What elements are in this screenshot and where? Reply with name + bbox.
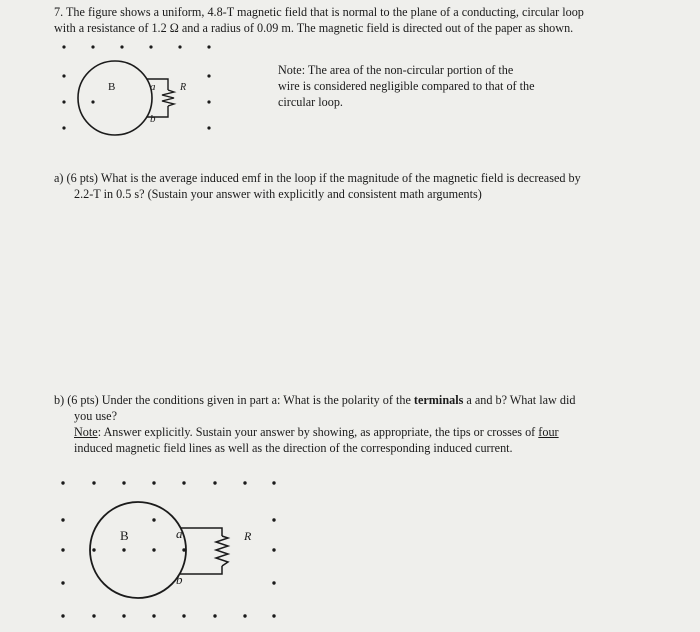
field-label: B (120, 528, 129, 543)
part-b-line-1-post: a and b? What law did (463, 393, 576, 407)
terminal-b-label: b (176, 572, 183, 587)
part-a-line-2: 2.2-T in 0.5 s? (Sustain your answer with explicitly and consistent math arguments) (74, 187, 482, 201)
note-line-3: circular loop. (278, 95, 343, 109)
part-b-terminals-word: terminals (413, 393, 464, 407)
field-label: B (108, 81, 116, 93)
note-line-2: wire is considered negligible compared to that of the (278, 79, 535, 93)
field-dots (61, 481, 275, 617)
part-b-line-3 (74, 424, 559, 440)
terminal-a-label: a (150, 81, 156, 93)
field-dots (62, 45, 210, 129)
resistor-zigzag (162, 90, 174, 106)
part-b-four-word: four (538, 425, 559, 439)
note-line-1: Note: The area of the non-circular portion of the (278, 63, 514, 77)
part-a-line-1: a) (6 pts) What is the average induced emf in the loop if the magnitude of the magnetic field is decreased by (54, 171, 581, 185)
terminal-a-label: a (176, 526, 183, 541)
part-b-line-1 (54, 392, 575, 408)
resistor-label: R (180, 82, 187, 93)
conducting-loop (78, 61, 152, 135)
problem-line-1: 7. The figure shows a uniform, 4.8-T magnetic field that is normal to the plane of a conducting, circular loop (54, 5, 584, 19)
problem-line-2: with a resistance of 1.2 Ω and a radius of 0.09 m. The magnetic field is directed out of the paper as shown. (54, 21, 574, 35)
circuit-figure-top (50, 42, 290, 152)
terminal-b-label: b (150, 113, 156, 125)
resistor-zigzag (216, 536, 228, 566)
part-b-line-4: induced magnetic field lines as well as the direction of the corresponding induced current. (74, 441, 513, 455)
part-b-line-1-pre: b) (6 pts) Under the conditions given in part a: What is the polarity of the (54, 393, 414, 407)
part-b-line-2: you use? (74, 409, 117, 423)
part-b-line-3-main: : Answer explicitly. Sustain your answer by showing, as appropriate, the tips or crosses of (97, 425, 539, 439)
part-b-note-word: Note (74, 425, 98, 439)
conducting-loop (90, 502, 186, 598)
resistor-label: R (244, 529, 252, 543)
circuit-figure-bottom (50, 478, 300, 623)
